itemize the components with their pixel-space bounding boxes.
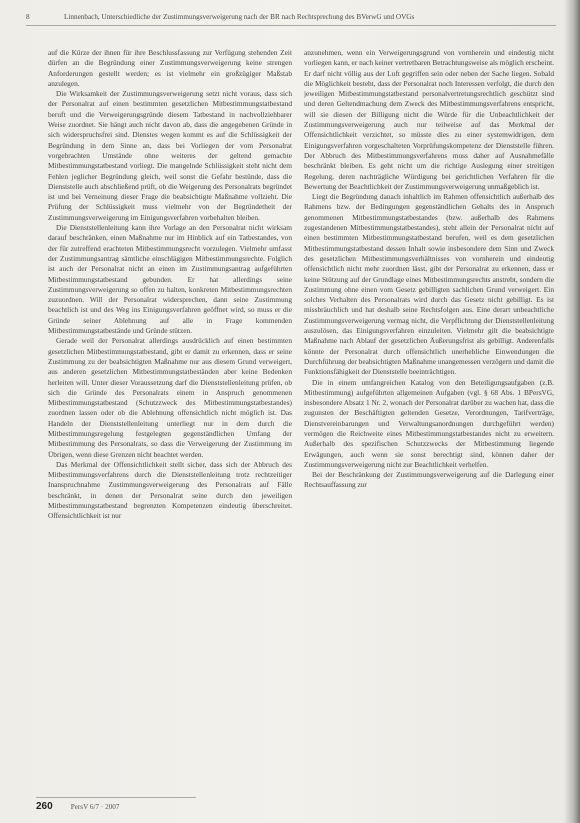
paragraph: Liegt die Begründung danach inhaltlich im Rahmen offensichtlich außerhalb des Rahmens bzw. der Bedingungen gegenständlichen Gehalts des in Anspruch genommenen Mitbestimmungstatbestandes (bzw. außerhalb des Rahmens zugestandenen Mitbestimmungstatbestandes), steht allein der Personalrat nicht auf einen bestimmten Mitbestimmungstatbestand berufen, weil es dem gesetzlichen Mitbestimmungstatbestand dessen Inhalt sowie insbesondere dem Sinn und Zweck des gesetzlichen Mitbestimmungsverhältnisses von vornherein und eindeutig offensichtlich nicht mehr zuordnen lässt, gibt der Personalrat zu erkennen, dass er keine Stützung auf der Grundlage eines Mitbestimmungsrechts anstrebt, sondern die Zustimmung ohne einen vom Gesetz gebilligten sachlichen Grund verweigert. Ein solches Verhalten des Personalrats wird durch das Gesetz nicht gebilligt. Es ist missbräuchlich und hat deshalb seine Rechtsfolgen aus. Eine derart unbeachtliche Zustimmungsverweigerung vermag nicht, die Verpflichtung der Dienststellenleitung auszulösen, das Einigungsverfahren einzuleiten. Vielmehr gilt die beabsichtigte Maßnahme nach Ablauf der gesetzlichen Äußerungsfrist als gebilligt. Anderenfalls könnte der Personalrat durch offensichtlich unerhebliche Einwendungen die Durchführung der beabsichtigten Maßnahme unangemessen verzögern und damit die Funktionsfähigkeit der Dienststelle beeinträchtigen.	[304, 192, 554, 377]
paragraph: Das Merkmal der Offensichtlichkeit stellt sicher, dass sich der Abbruch des Mitbestimmungsverfahrens durch die Dienststellenleitung trotz rechtzeitiger Inanspruchnahme Zustimmungsverweigerung des Personalrats auf Fälle beschränkt, in denen der Personalrat seine durch den jeweiligen Mitbestimmungstatbestand begrenzten Kompetenzen eindeutig überschreitet. Offensichtlichkeit ist nur	[48, 459, 292, 521]
paragraph: anzunehmen, wenn ein Verweigerungsgrund von vornherein und eindeutig nicht vorliegen kann, er nach keiner vertretbaren Betrachtungsweise als möglich erscheint. Er darf nicht völlig aus der Luft gegriffen sein oder neben der Sache liegen. Sobald die Möglichkeit besteht, dass der Personalrat noch Interessen verfolgt, die durch den jeweiligen Mitbestimmungstatbestand personalvertretungsrechtlich geschützt sind und deren Geltendmachung dem Zweck des Mitbestimmungsverfahrens entspricht, will sie diesen der Billigung nicht die Würde für die Unbeachtlichkeit der Zustimmungsverweigerung auch nur teilweise auf das Merkmal der Offensichtlichkeit verzichtet, so müsste dies zu einer systemwidrigen, dem Einigungsverfahren vorgeschalteten Vorprüfungskompetenz der Dienststelle führen. Der Abbruch des Mitbestimmungsverfahrens muss daher auf Ausnahmefälle beschränkt bleiben. Es geht nicht um die richtige Auslegung einer streitigen Regelung, deren nachträgliche Würdigung bei gerichtlichen Verfahren für die Bewertung der Beachtlichkeit der Zustimmungsverweigerung unmaßgeblich ist.	[304, 48, 554, 191]
footer-rule	[36, 797, 196, 798]
running-header	[26, 9, 556, 26]
page-footer	[36, 800, 556, 814]
paragraph: Die Dienststellenleitung kann ihre Vorlage an den Personalrat nicht wirksam darauf beschränken, einen Maßnahme nur im Hinblick auf ein Tatbestandes, von der für zutreffend erachteten Mitbestimmungsrecht vorzulegen. Vielmehr umfasst der Zustimmungsantrag sämtliche einschlägigen Mitbestimmungsrechte. Folglich ist auch der Personalrat nicht an einen im Zustimmungsantrag aufgeführten Mitbestimmungstatbestand gebunden. Er hat allerdings seine Zustimmungsverweigerung so offen zu halten, konkreten Mitbestimmungsrechten zuzuordnen. Will der Personalrat widersprechen, dann seine Zustimmung beachtlich ist und des Weg ins Einigungsverfahren geöffnet wird, so muss er die Gründe seiner Ablehnung auf alle in Frage kommenden Mitbestimmungstatbestände und Gründe stützen.	[48, 223, 292, 336]
right-text-column	[304, 48, 554, 803]
header-page-label: 8	[26, 13, 30, 21]
journal-citation: PersV 6/7 · 2007	[70, 803, 120, 811]
scan-binding-shadow	[564, 0, 580, 823]
paragraph: auf die Kürze der ihnen für ihre Beschlussfassung zur Verfügung stehenden Zeit dürfen an die Begründung einer Zustimmungsverweigerung keine strengen Anforderungen gestellt werden; es ist vielmehr ein großzügiger Maßstab anzulegen.	[48, 48, 292, 88]
paragraph: Die in einem umfangreichen Katalog von den Beteiligungsaufgaben (z.B. Mitbestimmung) aufgeführten allgemeinen Aufgaben (vgl. § 68 Abs. 1 BPersVG, insbesondere Absatz 1 Nr. 2, wonach der Personalrat darüber zu wachen hat, dass die zugunsten der Beschäftigten geltenden Gesetze, Verordnungen, Tarifverträge, Dienstvereinbarungen und Verwaltungsanordnungen durchgeführt werden) vermögen die Reichweite eines Mitbestimmungstatbestandes nicht zu erweitern. Außerhalb des spezifischen Schutzzwecks der Mitbestimmung liegende Erwägungen, auch wenn sie sonst berechtigt sind, können daher der Zustimmungsverweigerung nicht zur Beachtlichkeit verhelfen.	[304, 377, 554, 469]
paragraph: Bei der Beschränkung der Zustimmungsverweigerung auf die Darlegung einer Rechtsauffassung zur	[304, 470, 554, 490]
page-number: 260	[36, 801, 53, 812]
paragraph: Gerade weil der Personalrat allerdings ausdrücklich auf einen bestimmten gesetzlichen Mitbestimmungstatbestand, gibt er damit zu erkennen, dass er seine Zustimmung zu der beabsichtigten Maßnahme nur aus diesem Grund verweigert, aus anderen gesetzlichen Mitbestimmungstatbeständen aber keine Bedenken herleiten will. Unter dieser Voraussetzung darf die Dienststellenleitung prüfen, ob sich die Gründe des Personalrats einem in Anspruch genommenen Mitbestimmungstatbestand (Schutzzweck des Mitbestimmungstatbestandes) zuordnen lassen oder ob die Ablehnung offensichtlich nicht möglich ist. Das Handeln der Dienststellenleitung unterliegt nur in dem durch die Mitbestimmungsregelung festgelegten gegenständlichen Umfang der Mitbestimmung des Personalrats, so dass die Verweigerung der Zustimmung im Übrigen, wenn diese Grenzen nicht beachtet werden.	[48, 336, 292, 459]
left-text-column	[48, 48, 292, 803]
header-title: Linnenbach, Unterschiedliche der Zustimmungsverweigerung nach der BR nach Rechtsprechung des BVerwG und OVGs	[64, 13, 415, 21]
paragraph: Die Wirksamkeit der Zustimmungsverweigerung setzt nicht voraus, dass sich der Personalrat auf einen bestimmten gesetzlichen Mitbestimmungstatbestand beruft und die Verweigerungsgründe diesem Tatbestand in nachvollziehbarer Weise zuordnet. Sie hängt auch nicht davon ab, dass die angegebenen Gründe in sich widerspruchsfrei sind. Dienstes wegen kommt es auf die Schlüssigkeit der Begründung in dem Sinne an, dass bei Vorliegen der vom Personalrat vorgebrachten Umstände ohne weiteres der geltend gemachte Mitbestimmungstatbestand vorliegt. Die mangelnde Schlüssigkeit steht nicht dem Fehlen jeglicher Begründung gleich, weil sonst die Gefahr bestünde, dass die Dienststelle auch abschließend prüft, ob die Weigerung des Personalrats begründet ist und bei Verneinung dieser Frage die beabsichtigte Maßnahme vollzieht. Die Prüfung der Schlüssigkeit muss vielmehr von der Begründetheit der Zustimmungsverweigerung im Einigungsverfahren vorbehalten bleiben.	[48, 89, 292, 222]
